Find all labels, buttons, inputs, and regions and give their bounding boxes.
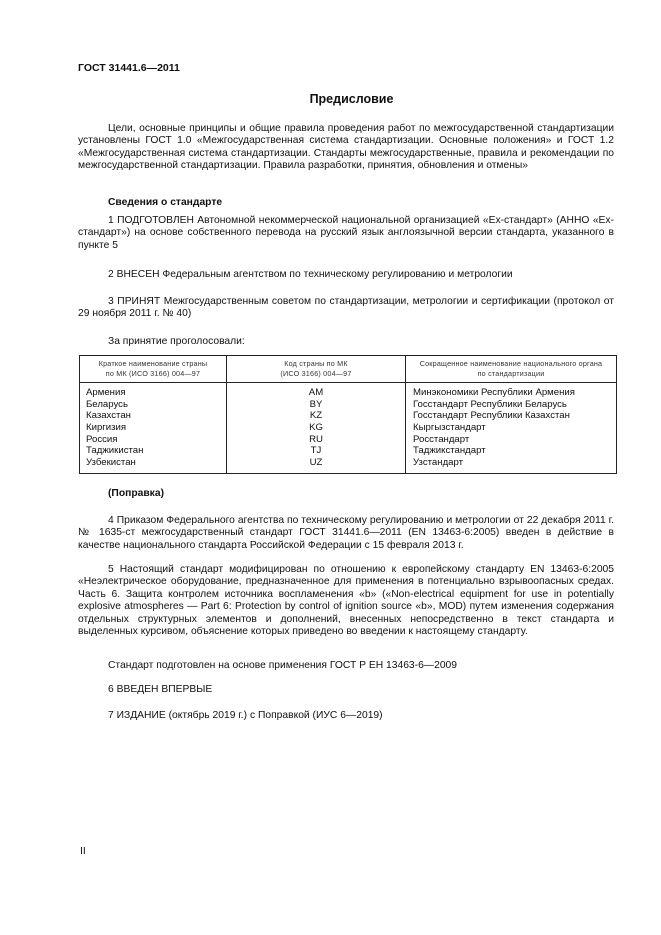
org-cell: Минэкономики Республики Армения [413,387,575,398]
table-header-org [406,356,617,383]
org-cell: Госстандарт Республики Беларусь [413,398,567,410]
code-cell: UZ [309,457,323,469]
header-code-line1: Код страны по МК [284,359,348,368]
voted-label: За принятие проголосовали: [108,336,245,347]
code-cell: AM [308,387,324,398]
item-2-paragraph: 2 ВНЕСЕН Федеральным агентством по техническому регулированию и метрологии [108,269,513,280]
item-7-paragraph: 7 ИЗДАНИЕ (октябрь 2019 г.) с Поправкой (ИУС 6—2019) [108,710,383,721]
table-header-row [80,356,617,383]
item-6-paragraph: 6 ВВЕДЕН ВПЕРВЫЕ [108,684,213,695]
country-cell: Таджикистан [86,445,144,457]
code-cell: KZ [309,410,323,422]
org-column [406,383,617,474]
code-cell: BY [309,398,323,410]
header-country-line2: по МК (ИСО 3166) 004—97 [105,368,201,378]
code-cell: TJ [310,445,322,457]
page-title-text: Предисловие [309,92,394,106]
org-cell: Госстандарт Республики Казахстан [413,410,570,422]
amendment-label: (Поправка) [108,488,164,499]
code-cell: KG [309,422,323,434]
country-cell: Узбекистан [86,457,136,469]
page-number: II [80,845,86,857]
table-header-code [227,356,406,383]
voting-table [79,355,617,474]
intro-paragraph: Цели, основные принципы и общие правила проведения работ по межгосударственной стандартизации установлены ГОСТ 1.0 «Межгосударственная система стандартизации. Основные положения» и ГОСТ 1.2 «Межгосударственная система стандартизации. Стандарты межгосударственные, правила и рекомендации по межгосударственной стандартизации. Правила разработки, принятия, обновления и отмены» [78,123,614,172]
item-1-paragraph: 1 ПОДГОТОВЛЕН Автономной некоммерческой национальной организацией «Ех-стандарт» (АННО «Ех-стандарт») на основе собственного перевода на русский язык англоязычной версии стандарта, указанного в пункте 5 [78,215,614,251]
header-country-line1: Краткое наименование страны [98,359,208,368]
org-cell: Узстандарт [413,457,464,469]
item-5-note: Стандарт подготовлен на основе применения ГОСТ Р ЕН 13463-6—2009 [108,660,458,671]
header-code-line2: (ИСО 3166) 004—97 [280,368,352,378]
country-cell: Казахстан [86,410,131,422]
table-header-country [80,356,227,383]
country-cell: Армения [86,387,126,398]
section-heading: Сведения о стандарте [108,197,223,208]
item-3-paragraph: 3 ПРИНЯТ Межгосударственным советом по стандартизации, метрологии и сертификации (протокол от 29 ноября 2011 г. № 40) [78,296,614,320]
table-body-row [80,383,617,474]
country-cell: Россия [86,433,118,445]
country-cell: Беларусь [86,398,128,410]
code-cell: RU [309,433,323,445]
org-cell: Таджикстандарт [413,445,486,457]
item-4-paragraph: 4 Приказом Федерального агентства по техническому регулированию и метрологии от 22 декабря 2011 г. № 1635-ст межгосударственный стандарт ГОСТ 31441.6—2011 (EN 13463-6:2005) введен в действие в качестве национального стандарта Российской Федерации с 15 февраля 2013 г. [78,515,614,551]
header-org-line1: Сокращенное наименование национального органа [419,359,603,368]
header-org-line2: по стандартизации [477,368,545,378]
document-number: ГОСТ 31441.6—2011 [78,62,180,74]
org-cell: Кыргызстандарт [413,422,486,434]
country-column [80,383,227,474]
item-5-paragraph: 5 Настоящий стандарт модифицирован по отношению к европейскому стандарту EN 13463-6:2005 «Неэлектрическое оборудование, предназначенное для применения в потенциально взрывоопасных средах. Часть 6. Защита контролем источника воспламенения «b» («Non-electrical equipment for use in potentially explosive atmospheres — Part 6: Protection by control of ignition source «b», MOD) путем изменения содержания отдельных структурных элементов и дополнений, внесенных непосредственно в текст стандарта и выделенных курсивом, объяснение которых приведено во введении к настоящему стандарту. [78,564,614,638]
org-cell: Росстандарт [413,433,470,445]
country-cell: Киргизия [86,422,127,434]
page-title [0,93,661,105]
code-column [227,383,406,474]
